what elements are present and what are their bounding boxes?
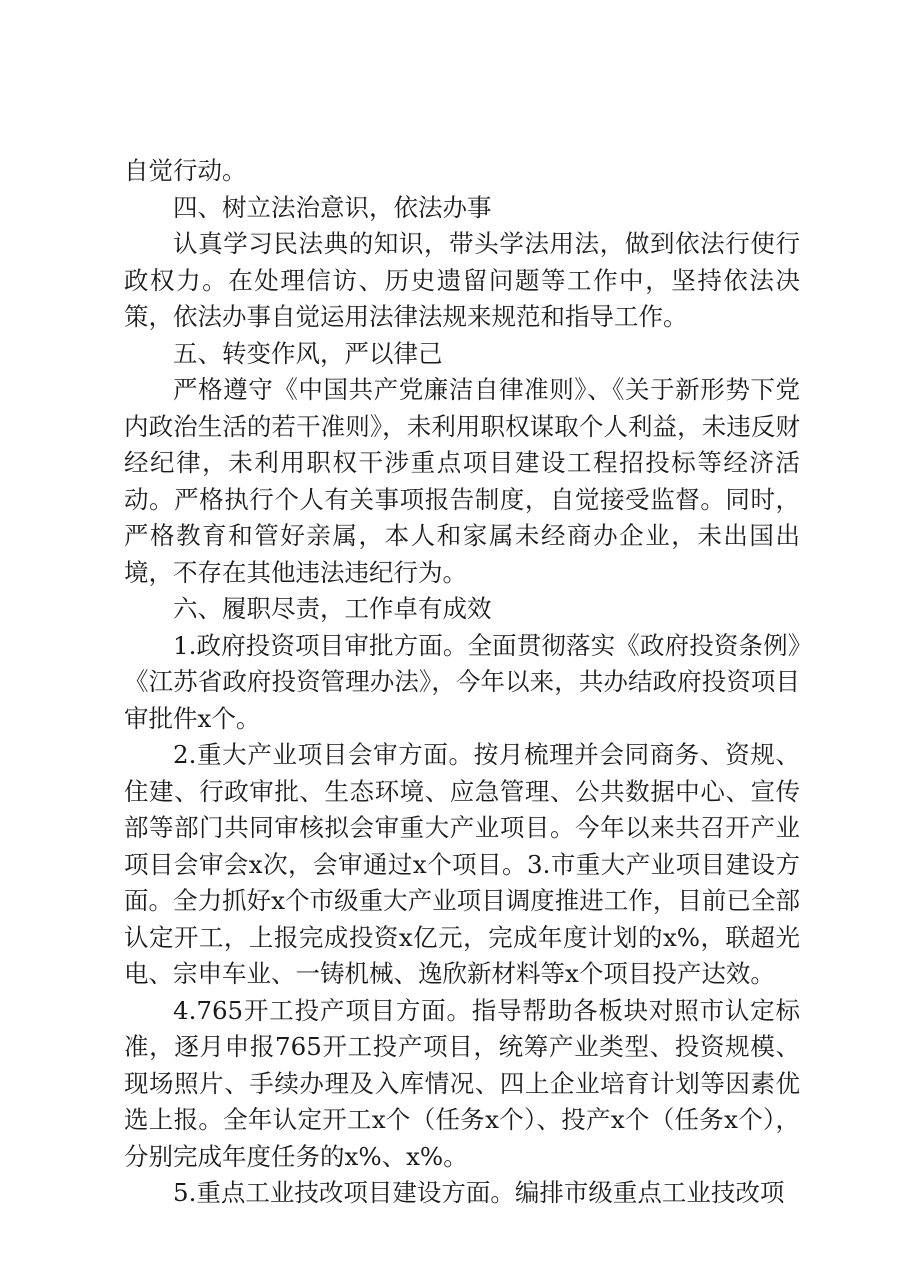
paragraph-continuation: 自觉行动。 — [124, 156, 247, 185]
paragraph-rule-of-law: 认真学习民法典的知识，带头学法用法，做到依法行使行政权力。在处理信访、历史遗留问题等工作中，坚持依法决策，依法办事自觉运用法律法规来规范和指导工作。 — [124, 229, 800, 331]
section-heading-6: 六、履职尽责，工作卓有成效 — [173, 594, 492, 623]
section-heading-5: 五、转变作风，严以律己 — [173, 338, 443, 368]
paragraph-item-2-3: 2.重大产业项目会审方面。按月梳理并会同商务、资规、住建、行政审批、生态环境、应急管理、公共数据中心、宣传部等部门共同审核拟会审重大产业项目。今年以来共召开产业项目会审会x次，会审通过x个项目。3.市重大产业项目建设方面。全力抓好x个市级重大产业项目调度推进工作，目前已全部认定开工，上报完成投资x亿元，完成年度计划的x%，联超光电、宗申车业、一铸机械、逸欣新材料等x个项目投产达效。 — [124, 740, 800, 988]
paragraph-item-1: 1.政府投资项目审批方面。全面贯彻落实《政府投资条例》《江苏省政府投资管理办法》，今年以来，共办结政府投资项目审批件x个。 — [124, 630, 800, 733]
paragraph-item-4: 4.765开工投产项目方面。指导帮助各板块对照市认定标准，逐月申报765开工投产项目，统筹产业类型、投资规模、现场照片、手续办理及入库情况、四上企业培育计划等因素优选上报。全年认定开工x个（任务x个）、投产x个（任务x个），分别完成年度任务的x%、x%。 — [124, 995, 800, 1171]
paragraph-self-discipline: 严格遵守《中国共产党廉洁自律准则》、《关于新形势下党内政治生活的若干准则》，未利用职权谋取个人利益，未违反财经纪律，未利用职权干涉重点项目建设工程招投标等经济活动。严格执行个人有关事项报告制度，自觉接受监督。同时，严格教育和管好亲属，本人和家属未经商办企业，未出国出境，不存在其他违法违纪行为。 — [124, 375, 800, 587]
document-body — [124, 153, 800, 1212]
section-heading-4: 四、树立法治意识，依法办事 — [173, 192, 492, 222]
paragraph-item-5: 5.重点工业技改项目建设方面。编排市级重点工业技改项 — [173, 1178, 785, 1207]
